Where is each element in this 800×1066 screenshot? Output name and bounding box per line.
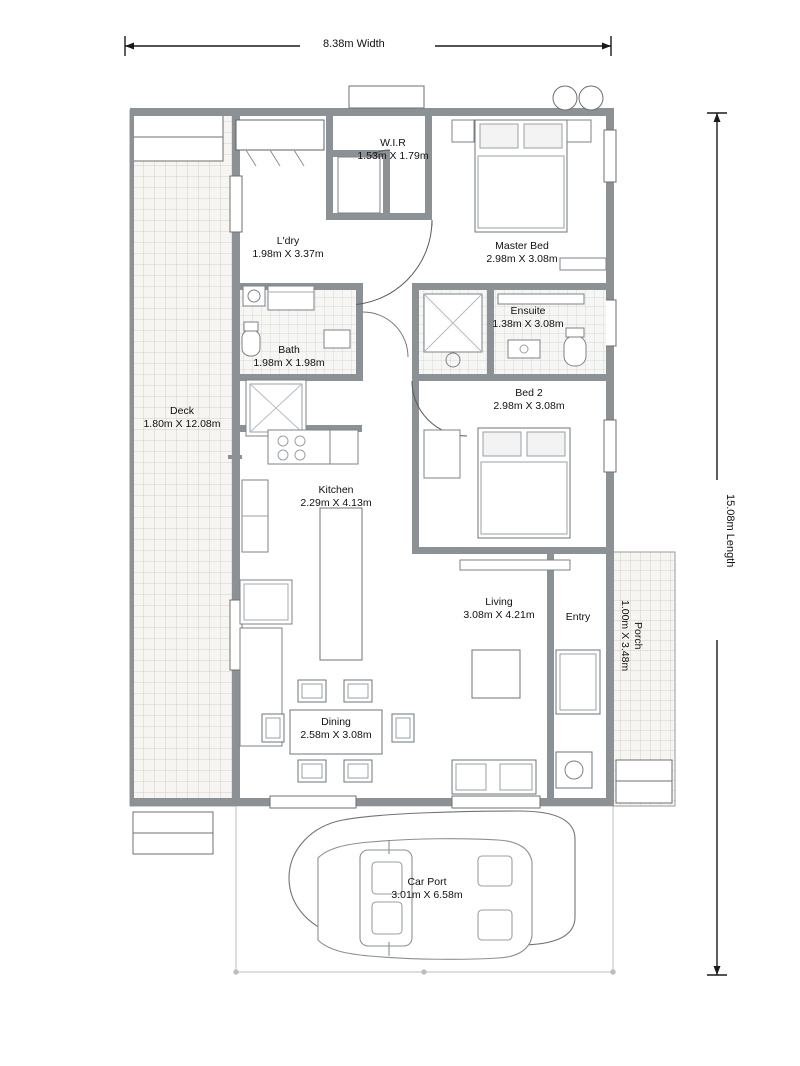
room-label-master-bed: Master Bed 2.98m X 3.08m (486, 240, 558, 265)
room-label-car-port: Car Port 3.01m X 6.58m (391, 876, 463, 901)
room-label-wir: W.I.R 1.53m X 1.79m (357, 137, 429, 162)
room-label-ensuite: Ensuite 1.38m X 3.08m (492, 305, 564, 330)
deck-area (130, 110, 235, 854)
room-label-bath: Bath 1.98m X 1.98m (253, 344, 325, 369)
room-label-dining: Dining 2.58m X 3.08m (300, 716, 372, 741)
length-dimension-label: 15.08m Length (724, 494, 736, 568)
room-label-porch: Porch 1.00m X 3.48m (619, 600, 644, 672)
room-label-living: Living 3.08m X 4.21m (463, 596, 535, 621)
room-label-bed2: Bed 2 2.98m X 3.08m (493, 387, 565, 412)
room-label-entry: Entry (565, 611, 591, 623)
width-dimension-label: 8.38m Width (323, 38, 385, 50)
room-label-deck: Deck 1.80m X 12.08m (143, 405, 221, 430)
room-label-kitchen: Kitchen 2.29m X 4.13m (300, 484, 372, 509)
porch-area (613, 552, 675, 806)
car-illustration (289, 811, 575, 959)
room-label-laundry: L'dry 1.98m X 3.37m (252, 235, 324, 260)
